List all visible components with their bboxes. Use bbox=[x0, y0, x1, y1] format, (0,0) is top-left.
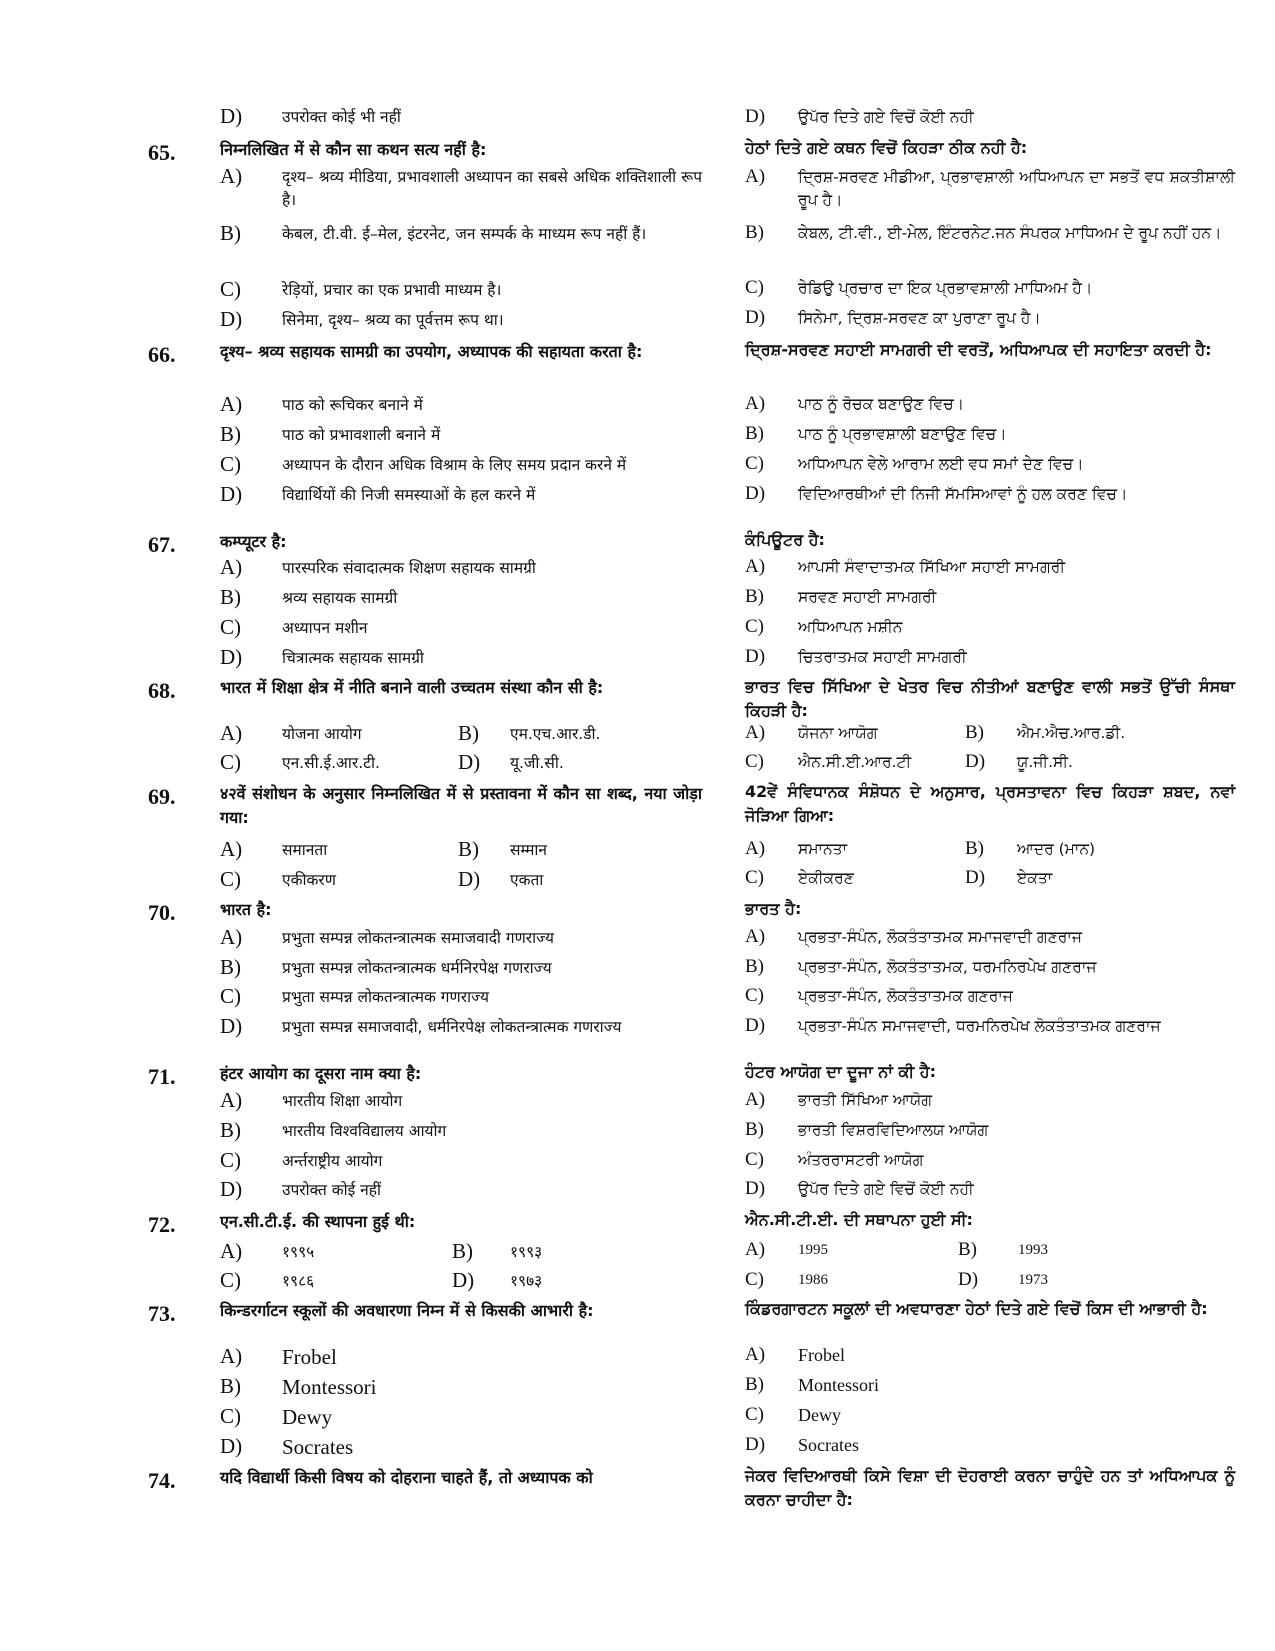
option-text: सम्मान bbox=[510, 841, 547, 859]
option-label: A) bbox=[745, 722, 766, 743]
question-number: 71. bbox=[148, 1064, 176, 1089]
option-label: A) bbox=[745, 1089, 766, 1110]
option-text: १९८६ bbox=[282, 1272, 315, 1290]
option-label: D) bbox=[965, 751, 986, 772]
question-text-punjabi: ਐਨ.ਸੀ.ਟੀ.ਈ. ਦੀ ਸਥਾਪਨਾ ਹੁਈ ਸੀ: bbox=[745, 1210, 973, 1229]
option-label: D) bbox=[458, 750, 481, 774]
option-text: ਸਿਨੇਮਾ, ਦ੍ਰਿਸ਼-ਸਰਵਣ ਕਾ ਪੁਰਾਣਾ ਰੂਪ ਹੈ। bbox=[798, 309, 1041, 327]
option-text: अध्यापन मशीन bbox=[282, 619, 368, 637]
option-label: B) bbox=[220, 1118, 241, 1142]
option-text: प्रभुता सम्पन्न लोकतन्त्रात्मक समाजवादी गणराज्य bbox=[282, 929, 555, 947]
question-number: 69. bbox=[148, 784, 176, 809]
option-label: D) bbox=[220, 307, 243, 331]
option-label: C) bbox=[220, 615, 241, 639]
question-text-hindi: यदि विद्यार्थी किसी विषय को दोहराना चाहते हैं, तो अध्यापक को bbox=[220, 1468, 593, 1487]
option-label: A) bbox=[745, 556, 766, 577]
option-label: B) bbox=[220, 221, 241, 245]
option-text: पाठ को रूचिकर बनाने में bbox=[282, 396, 423, 414]
option-text: ਭਾਰਤੀ ਸਿੱਖਿਆ ਆਯੋਗ bbox=[798, 1091, 933, 1109]
option-text: विद्यार्थियों की निजी समस्याओं के हल करने में bbox=[282, 486, 536, 504]
option-label: B) bbox=[745, 586, 764, 607]
option-label: A) bbox=[220, 1239, 243, 1263]
option-text: Frobel bbox=[798, 1345, 845, 1365]
option-label: C) bbox=[745, 453, 764, 474]
option-text: ਰੇਡਿਉ ਪ੍ਰਚਾਰ ਦਾ ਇਕ ਪ੍ਰਭਾਵਸ਼ਾਲੀ ਮਾਧਿਅਮ ਹੈ। bbox=[798, 279, 1093, 297]
option-label: D) bbox=[452, 1268, 475, 1292]
option-text: भारतीय विश्वविद्यालय आयोग bbox=[282, 1122, 447, 1140]
option-text: भारतीय शिक्षा आयोग bbox=[282, 1092, 403, 1110]
question-text-punjabi: ਹੇਠਾਂ ਦਿਤੇ ਗਏ ਕਥਨ ਵਿਚੋਂ ਕਿਹੜਾ ਠੀਕ ਨਹੀ ਹੈ: bbox=[745, 138, 1028, 157]
option-label: A) bbox=[220, 164, 243, 188]
option-text: १९९३ bbox=[510, 1243, 543, 1261]
option-label: A) bbox=[745, 1239, 766, 1260]
option-label: C) bbox=[745, 1404, 764, 1425]
question-number: 66. bbox=[148, 342, 176, 367]
question-number: 74. bbox=[148, 1468, 176, 1493]
option-text: 1986 bbox=[798, 1272, 828, 1288]
option-text: १९७३ bbox=[510, 1272, 543, 1290]
question-text-hindi: कम्प्यूटर है: bbox=[220, 532, 287, 551]
option-text: दृश्य– श्रव्य मीडिया, प्रभावशाली अध्यापन का सबसे अधिक शक्तिशाली रूप है। bbox=[282, 168, 702, 209]
option-text: ਪਾਠ ਨੂੰ ਪ੍ਰਭਾਵਸ਼ਾਲੀ ਬਣਾਉਣ ਵਿਚ। bbox=[798, 425, 1007, 443]
option-text: प्रभुता सम्पन्न समाजवादी, धर्मनिरपेक्ष लोकतन्त्रात्मक गणराज्य bbox=[282, 1018, 622, 1036]
question-text-hindi: दृश्य– श्रव्य सहायक सामग्री का उपयोग, अध्यापक की सहायता करता है: bbox=[220, 342, 643, 361]
option-label: C) bbox=[220, 277, 241, 301]
option-text: ਅੰਤਰਰਾਸਟਰੀ ਆਯੋਗ bbox=[798, 1151, 924, 1169]
option-text: ਉਪੱਰ ਦਿਤੇ ਗਏ ਵਿਚੋਂ ਕੋਈ ਨਹੀ bbox=[798, 108, 974, 126]
question-number: 72. bbox=[148, 1212, 176, 1237]
option-label: C) bbox=[745, 985, 764, 1006]
option-text: एकता bbox=[510, 871, 544, 889]
option-text: ਆਪਸੀ ਸੰਵਾਦਾਤਮਕ ਸਿੱਖਿਆ ਸਹਾਈ ਸਾਮਗਰੀ bbox=[798, 558, 1066, 576]
option-label: C) bbox=[220, 750, 241, 774]
option-text: रेड़ियों, प्रचार का एक प्रभावी माध्यम है। bbox=[282, 281, 502, 299]
option-text: ਯੂ.ਜੀ.ਸੀ. bbox=[1017, 753, 1073, 771]
option-label: D) bbox=[458, 867, 481, 891]
option-label: D) bbox=[745, 307, 766, 328]
option-label: C) bbox=[745, 1269, 764, 1290]
option-label: C) bbox=[220, 452, 241, 476]
option-label: D) bbox=[220, 1014, 243, 1038]
option-label: B) bbox=[965, 838, 984, 859]
option-label: C) bbox=[220, 984, 241, 1008]
option-text: 1993 bbox=[1018, 1242, 1048, 1258]
option-text: ਏਕਤਾ bbox=[1017, 869, 1053, 887]
option-label: B) bbox=[958, 1239, 977, 1260]
option-text: Dewy bbox=[798, 1405, 841, 1425]
option-label: D) bbox=[220, 482, 243, 506]
question-text-hindi: ४२वें संशोधन के अनुसार निम्नलिखित में से प्रस्तावना में कौन सा शब्द, नया जोड़ा गया: bbox=[220, 784, 702, 827]
option-text: पारस्परिक संवादात्मक शिक्षण सहायक सामग्री bbox=[282, 559, 536, 577]
option-label: A) bbox=[745, 1344, 766, 1365]
option-text: श्रव्य सहायक सामग्री bbox=[282, 589, 398, 607]
option-label: A) bbox=[220, 1088, 243, 1112]
question-number: 67. bbox=[148, 532, 176, 557]
option-text: उपरोक्त कोई भी नहीं bbox=[282, 108, 401, 126]
option-label: D) bbox=[220, 1434, 243, 1458]
option-label: B) bbox=[965, 722, 984, 743]
option-label: A) bbox=[745, 838, 766, 859]
option-text: प्रभुता सम्पन्न लोकतन्त्रात्मक धर्मनिरपेक्ष गणराज्य bbox=[282, 959, 552, 977]
option-text: Montessori bbox=[798, 1375, 879, 1395]
option-label: B) bbox=[220, 1374, 241, 1398]
question-text-hindi: हंटर आयोग का दूसरा नाम क्या है: bbox=[220, 1064, 422, 1083]
question-text-punjabi: 42ਵੇਂ ਸੰਵਿਧਾਨਕ ਸੰਸ਼ੋਧਨ ਦੇ ਅਨੁਸਾਰ, ਪ੍ਰਸਤਾਵਨਾ ਵਿਚ ਕਿਹੜਾ ਸ਼ਬਦ, ਨਵਾਂ ਜੋੜਿਆ ਗਿਆ: bbox=[745, 782, 1235, 825]
option-text: ਦ੍ਰਿਸ਼-ਸਰਵਣ ਮੀਡੀਆ, ਪ੍ਰਭਾਵਸ਼ਾਲੀ ਅਧਿਆਪਨ ਦਾ ਸਭਤੋਂ ਵਧ ਸ਼ਕਤੀਸ਼ਾਲੀ ਰੂਪ ਹੈ। bbox=[798, 168, 1235, 209]
option-label: D) bbox=[745, 1015, 766, 1036]
option-text: एन.सी.ई.आर.टी. bbox=[282, 754, 380, 772]
option-label: C) bbox=[745, 277, 764, 298]
question-text-punjabi: ਹੰਟਰ ਆਯੋਗ ਦਾ ਦੂਜਾ ਨਾਂ ਕੀ ਹੈ: bbox=[745, 1062, 936, 1081]
option-text: ਏਕੀਕਰਣ bbox=[798, 869, 854, 887]
question-text-hindi: भारत में शिक्षा क्षेत्र में नीति बनाने वाली उच्चतम संस्था कौन सी है: bbox=[220, 678, 604, 697]
option-label: D) bbox=[220, 645, 243, 669]
option-text: Montessori bbox=[282, 1375, 377, 1399]
option-label: B) bbox=[220, 585, 241, 609]
option-text: ਐਨ.ਸੀ.ਈ.ਆਰ.ਟੀ bbox=[798, 753, 912, 771]
option-text: ਅਧਿਆਪਨ ਵੇਲੇ ਆਰਾਮ ਲਈ ਵਧ ਸਮਾਂ ਦੇਣ ਵਿਚ। bbox=[798, 455, 1084, 473]
option-label: A) bbox=[220, 392, 243, 416]
option-label: C) bbox=[220, 1268, 241, 1292]
option-label: C) bbox=[220, 1404, 241, 1428]
question-number: 70. bbox=[148, 900, 176, 925]
option-label: B) bbox=[745, 222, 764, 243]
option-label: A) bbox=[220, 837, 243, 861]
option-text: ਪ੍ਰਭਤਾ-ਸੰਪੰਨ, ਲੋਕਤੰਤਾਤਮਕ, ਧਰਮਨਿਰਪੇਖ ਗਣਰਾਜ bbox=[798, 958, 1097, 976]
option-text: ਵਿਦਿਆਰਥੀਆਂ ਦੀ ਨਿਜੀ ਸੱਮਸਿਆਵਾਂ ਨੂੰ ਹਲ ਕਰਣ ਵਿਚ। bbox=[798, 485, 1128, 503]
option-label: B) bbox=[745, 1119, 764, 1140]
option-label: A) bbox=[745, 393, 766, 414]
option-text: एकीकरण bbox=[282, 871, 336, 889]
option-label: D) bbox=[745, 1434, 766, 1455]
question-text-punjabi: ਜੇਕਰ ਵਿਦਿਆਰਥੀ ਕਿਸੇ ਵਿਸ਼ਾ ਦੀ ਦੋਹਰਾਈ ਕਰਨਾ ਚਾਹੁੰਦੇ ਹਨ ਤਾਂ ਅਧਿਆਪਕ ਨੂੰ ਕਰਨਾ ਚਾਹੀਦਾ ਹੈ: bbox=[745, 1466, 1235, 1509]
question-text-hindi: एन.सी.टी.ई. की स्थापना हुई थी: bbox=[220, 1212, 416, 1231]
option-label: B) bbox=[220, 422, 241, 446]
option-label: B) bbox=[745, 423, 764, 444]
option-text: ਭਾਰਤੀ ਵਿਸ਼ਰਵਿਦਿਆਲਯ ਆਯੋਗ bbox=[798, 1121, 989, 1139]
question-text-hindi: भारत है: bbox=[220, 900, 272, 919]
option-text: Socrates bbox=[798, 1435, 859, 1455]
option-label: C) bbox=[745, 616, 764, 637]
question-text-punjabi: ਦ੍ਰਿਸ਼-ਸਰਵਣ ਸਹਾਈ ਸਾਮਗਰੀ ਦੀ ਵਰਤੋਂ, ਅਧਿਆਪਕ ਦੀ ਸਹਾਇਤਾ ਕਰਦੀ ਹੈ: bbox=[745, 340, 1212, 359]
option-label: C) bbox=[220, 1148, 241, 1172]
option-text: एम.एच.आर.डी. bbox=[510, 725, 601, 743]
option-label: A) bbox=[220, 1344, 243, 1368]
option-text: अध्यापन के दौरान अधिक विश्राम के लिए समय प्रदान करने में bbox=[282, 456, 627, 474]
option-text: ਸਮਾਨਤਾ bbox=[798, 840, 847, 858]
question-text-punjabi: ਕਿੰਡਰਗਾਰਟਨ ਸਕੂਲਾਂ ਦੀ ਅਵਧਾਰਣਾ ਹੇਠਾਂ ਦਿਤੇ ਗਏ ਵਿਚੋਂ ਕਿਸ ਦੀ ਆਭਾਰੀ ਹੈ: bbox=[745, 1299, 1208, 1318]
option-text: योजना आयोग bbox=[282, 725, 362, 743]
option-text: केबल, टी.वी. ई–मेल, इंटरनेट, जन सम्पर्क के माध्यम रूप नहीं हैं। bbox=[282, 225, 647, 243]
question-text-hindi: किन्डरर्गाटन स्कूलों की अवधारणा निम्न में से किसकी आभारी है: bbox=[220, 1301, 594, 1320]
option-text: ਪ੍ਰਭਤਾ-ਸੰਪੰਨ, ਲੋਕਤੰਤਾਤਮਕ ਸਮਾਜਵਾਦੀ ਗਣਰਾਜ bbox=[798, 928, 1082, 946]
option-label: D) bbox=[745, 646, 766, 667]
option-text: सिनेमा, दृश्य– श्रव्य का पूर्वत्तम रूप था। bbox=[282, 311, 504, 329]
option-text: Dewy bbox=[282, 1405, 333, 1429]
question-text-hindi: निम्नलिखित में से कौन सा कथन सत्य नहीं है: bbox=[220, 140, 487, 159]
option-label: A) bbox=[220, 555, 243, 579]
option-text: यू.जी.सी. bbox=[510, 754, 564, 772]
option-text: प्रभुता सम्पन्न लोकतन्त्रात्मक गणराज्य bbox=[282, 988, 489, 1006]
option-text: समानता bbox=[282, 841, 328, 859]
question-text-punjabi: ਭਾਰਤ ਵਿਚ ਸਿੱਖਿਆ ਦੇ ਖੇਤਰ ਵਿਚ ਨੀਤੀਆਂ ਬਣਾਉਣ ਵਾਲੀ ਸਭਤੋਂ ਉੱਚੀ ਸੰਸਥਾ ਕਿਹੜੀ ਹੈ: bbox=[745, 677, 1235, 720]
option-text: ਅਧਿਆਪਨ ਮਸ਼ੀਨ bbox=[798, 618, 903, 636]
option-text: 1995 bbox=[798, 1242, 828, 1258]
option-label: D) bbox=[220, 1177, 243, 1201]
option-label: D) bbox=[745, 1178, 766, 1199]
option-label: B) bbox=[458, 837, 479, 861]
question-text-punjabi: ਕੰਪਿਊਟਰ ਹੈ: bbox=[745, 530, 825, 549]
question-number: 73. bbox=[148, 1301, 176, 1326]
option-label: D) bbox=[745, 106, 766, 127]
question-number: 65. bbox=[148, 140, 176, 165]
option-text: अर्न्तराष्ट्रीय आयोग bbox=[282, 1152, 383, 1170]
option-text: ਚਿਤਰਾਤਮਕ ਸਹਾਈ ਸਾਮਗਰੀ bbox=[798, 648, 967, 666]
option-label: C) bbox=[745, 867, 764, 888]
option-text: ਪਾਠ ਨੂੰ ਰੋਚਕ ਬਣਾਉਣ ਵਿਚ। bbox=[798, 395, 965, 413]
option-label: B) bbox=[745, 956, 764, 977]
option-text: 1973 bbox=[1018, 1272, 1048, 1288]
option-text: Socrates bbox=[282, 1435, 354, 1459]
option-text: १९९५ bbox=[282, 1243, 315, 1261]
option-label: D) bbox=[965, 867, 986, 888]
option-text: चित्रात्मक सहायक सामग्री bbox=[282, 649, 424, 667]
option-text: ਯੋਜਨਾ ਆਯੋਗ bbox=[798, 724, 878, 742]
option-label: A) bbox=[745, 166, 766, 187]
option-label: C) bbox=[745, 1149, 764, 1170]
option-label: A) bbox=[745, 926, 766, 947]
option-text: ਪ੍ਰਭਤਾ-ਸੰਪੰਨ, ਲੋਕਤੰਤਾਤਮਕ ਗਣਰਾਜ bbox=[798, 987, 1013, 1005]
option-label: D) bbox=[958, 1269, 979, 1290]
option-text: पाठ को प्रभावशाली बनाने में bbox=[282, 426, 441, 444]
option-label: A) bbox=[220, 721, 243, 745]
option-label: D) bbox=[220, 104, 243, 128]
option-text: ਉਪੱਰ ਦਿਤੇ ਗਏ ਵਿਚੋਂ ਕੋਈ ਨਹੀ bbox=[798, 1180, 974, 1198]
option-text: Frobel bbox=[282, 1345, 337, 1369]
question-text-punjabi: ਭਾਰਤ ਹੈ: bbox=[745, 899, 802, 918]
option-label: B) bbox=[220, 955, 241, 979]
option-label: C) bbox=[745, 751, 764, 772]
option-text: ਪ੍ਰਭਤਾ-ਸੰਪੰਨ ਸਮਾਜਵਾਦੀ, ਧਰਮਨਿਰਪੇਖ ਲੋਕਤੰਤਾਤਮਕ ਗਣਰਾਜ bbox=[798, 1017, 1161, 1035]
option-text: उपरोक्त कोई नहीं bbox=[282, 1181, 382, 1199]
option-label: C) bbox=[220, 867, 241, 891]
option-label: B) bbox=[458, 721, 479, 745]
option-text: ਆਦਰ (ਮਾਨ) bbox=[1017, 840, 1096, 858]
option-label: B) bbox=[745, 1374, 764, 1395]
option-label: D) bbox=[745, 483, 766, 504]
option-label: A) bbox=[220, 925, 243, 949]
option-text: ਸਰਵਣ ਸਹਾਈ ਸਾਮਗਰੀ bbox=[798, 588, 937, 606]
option-text: ਕੇਬਲ, ਟੀ.ਵੀ., ਈ-ਮੇਲ, ਇੰਟਰਨੇਟ.ਜਨ ਸੰਪਰਕ ਮਾਧਿਅਮ ਦੇ ਰੂਪ ਨਹੀਂ ਹਨ। bbox=[798, 224, 1222, 242]
option-text: ਐਮ.ਐਚ.ਆਰ.ਡੀ. bbox=[1017, 724, 1126, 742]
option-label: B) bbox=[452, 1239, 473, 1263]
question-number: 68. bbox=[148, 678, 176, 703]
